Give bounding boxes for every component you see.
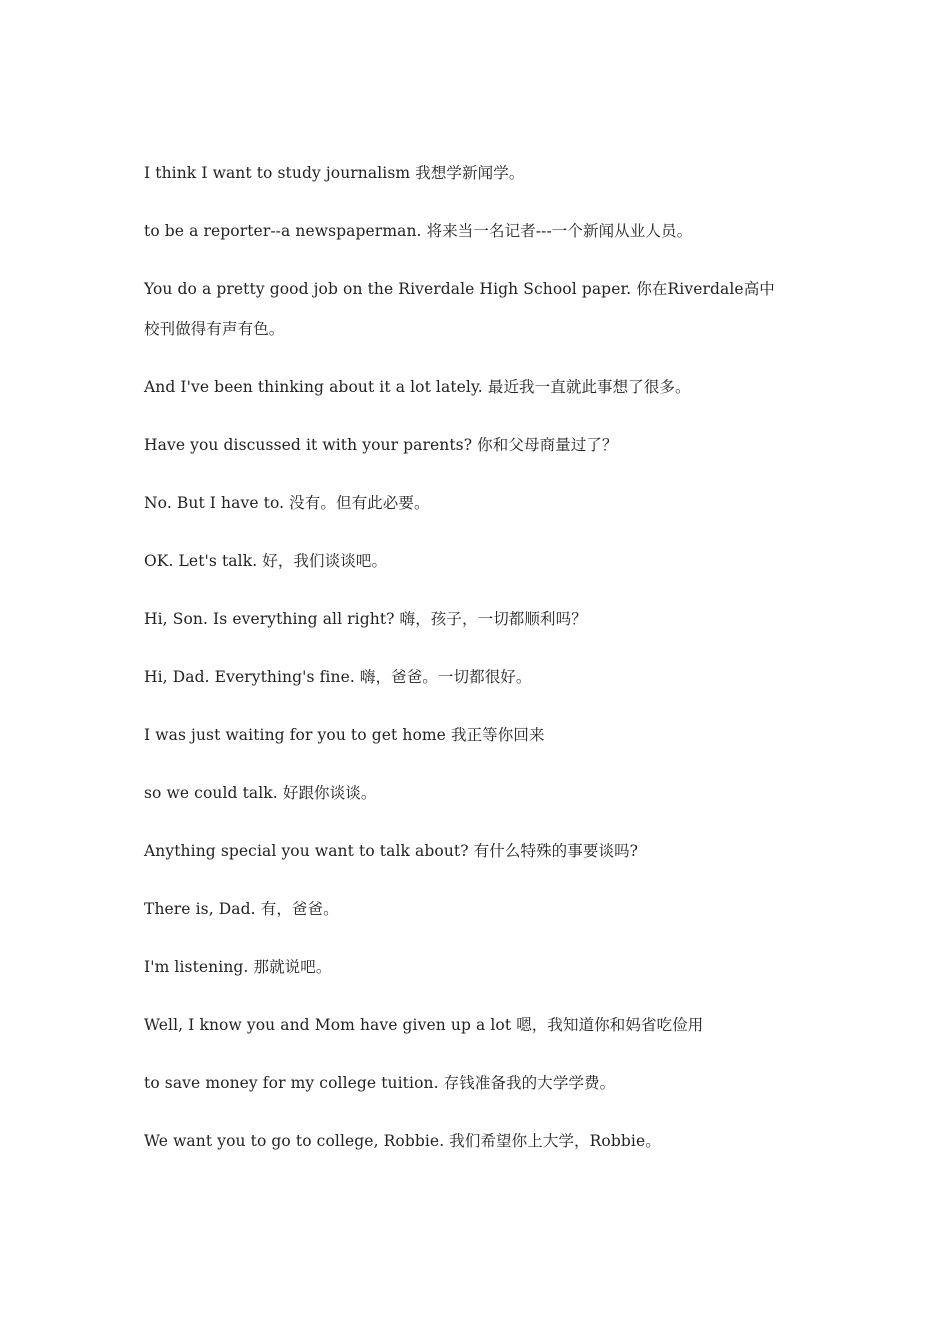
dialogue-line: No. But I have to. 没有。但有此必要。 <box>144 494 430 512</box>
dialogue-line: Anything special you want to talk about? 有什么特殊的事要谈吗? <box>144 842 639 860</box>
dialogue-line: 校刊做得有声有色。 <box>144 320 285 338</box>
dialogue-text <box>144 160 814 1186</box>
dialogue-line: I was just waiting for you to get home 我正等你回来 <box>144 726 545 744</box>
dialogue-line: There is, Dad. 有，爸爸。 <box>144 900 339 918</box>
dialogue-line: And I've been thinking about it a lot lately. 最近我一直就此事想了很多。 <box>144 378 691 396</box>
dialogue-line: I think I want to study journalism 我想学新闻学。 <box>144 164 525 182</box>
dialogue-line: Well, I know you and Mom have given up a lot 嗯，我知道你和妈省吃俭用 <box>144 1016 704 1034</box>
dialogue-line: to be a reporter--a newspaperman. 将来当一名记者---一个新闻从业人员。 <box>144 222 693 240</box>
dialogue-line: so we could talk. 好跟你谈谈。 <box>144 784 377 802</box>
dialogue-line: OK. Let's talk. 好，我们谈谈吧。 <box>144 552 388 570</box>
dialogue-line: Have you discussed it with your parents? 你和父母商量过了？ <box>144 436 618 454</box>
dialogue-line: We want you to go to college, Robbie. 我们希望你上大学，Robbie。 <box>144 1132 661 1150</box>
dialogue-line: Hi, Dad. Everything's fine. 嗨，爸爸。一切都很好。 <box>144 668 532 686</box>
dialogue-line: Hi, Son. Is everything all right? 嗨，孩子，一切都顺利吗？ <box>144 610 587 628</box>
dialogue-line: You do a pretty good job on the Riverdale High School paper. 你在Riverdale高中 <box>144 280 775 298</box>
dialogue-line: I'm listening. 那就说吧。 <box>144 958 332 976</box>
dialogue-line: to save money for my college tuition. 存钱准备我的大学学费。 <box>144 1074 616 1092</box>
